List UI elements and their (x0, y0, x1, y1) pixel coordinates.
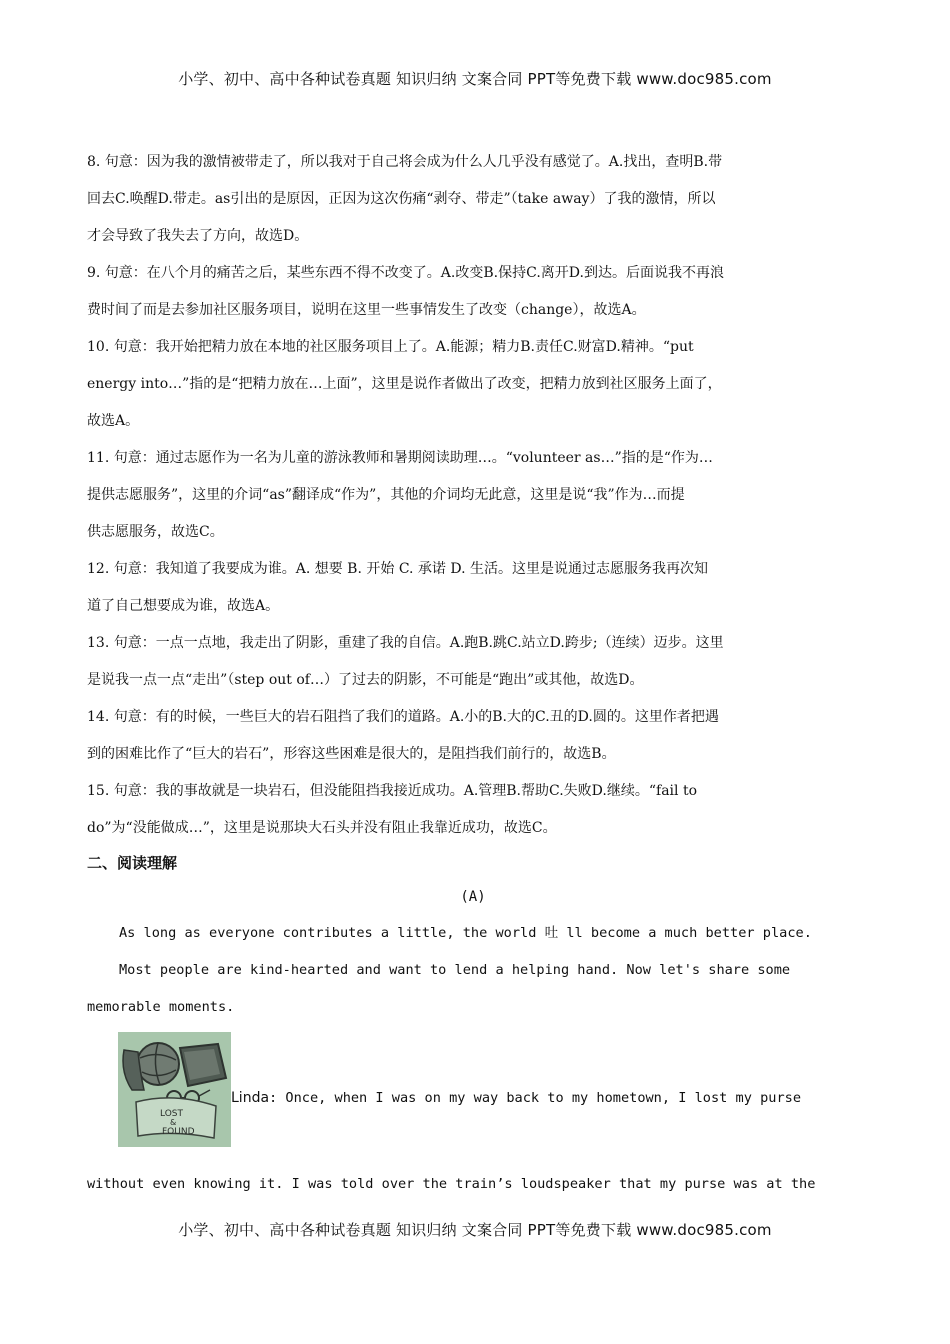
passage-intro-line: memorable moments. (87, 999, 235, 1015)
passage-label: (A) (460, 889, 486, 905)
text-line: 故选A。 (87, 413, 140, 429)
text-line: 才会导致了我失去了方向，故选D。 (87, 228, 309, 244)
text-line: 到的困难比作了“巨大的岩石”，形容这些困难是很大的，是阻挡我们前行的，故选B。 (87, 746, 616, 762)
explanation-9 (87, 255, 859, 329)
sign-text: LOST (160, 1109, 183, 1119)
lost-and-found-row (87, 1032, 859, 1152)
section-title: 二、阅读理解 (87, 854, 178, 872)
explanation-8 (87, 144, 859, 255)
text-line: 费时间了而是去参加社区服务项目，说明在这里一些事情发生了改变（change），故选A。 (87, 302, 646, 318)
sign-text: FOUND (162, 1127, 195, 1137)
text-line: 供志愿服务，故选C。 (87, 524, 224, 540)
text-line: 12. 句意：我知道了我要成为谁。A. 想要 B. 开始 C. 承诺 D. 生活。这里是说通过志愿服务我再次知 (87, 561, 709, 577)
text-line: 回去C.唤醒D.带走。as引出的是原因，正因为这次伤痛“剥夺、带走”（take away）了我的激情，所以 (87, 191, 716, 207)
page-header: 小学、初中、高中各种试卷真题 知识归纳 文案合同 PPT等免费下载 www.doc985.com (178, 70, 772, 88)
passage-intro-line: Most people are kind-hearted and want to lend a helping hand. Now let's share some (119, 962, 791, 978)
lost-and-found-illustration (118, 1032, 231, 1147)
explanation-list (87, 144, 859, 847)
text-line: 10. 句意：我开始把精力放在本地的社区服务项目上了。A.能源；精力B.责任C.财富D.精神。“put (87, 339, 694, 355)
text-line: 14. 句意：有的时候，一些巨大的岩石阻挡了我们的道路。A.小的B.大的C.丑的D.圆的。这里作者把遇 (87, 709, 719, 725)
explanation-10 (87, 329, 859, 440)
explanation-14 (87, 699, 859, 773)
text-line: do”为“没能做成…”，这里是说那块大石头并没有阻止我靠近成功，故选C。 (87, 820, 557, 836)
lost-and-found-image (118, 1032, 231, 1147)
text-line: 11. 句意：通过志愿作为一名为儿童的游泳教师和暑期阅读助理…。“volunteer as…”指的是“作为… (87, 450, 713, 466)
text-line: 提供志愿服务”，这里的介词“as”翻译成“作为”，其他的介词均无此意，这里是说“我”作为…而提 (87, 487, 685, 503)
text-line: 9. 句意：在八个月的痛苦之后，某些东西不得不改变了。A.改变B.保持C.离开D.到达。后面说我不再浪 (87, 265, 724, 281)
document-body (87, 144, 859, 1203)
sign-text: & (170, 1118, 177, 1127)
explanation-11 (87, 440, 859, 551)
text-line: 道了自己想要成为谁，故选A。 (87, 598, 280, 614)
speaker-name: Linda (231, 1090, 270, 1106)
speaker-line (231, 1080, 801, 1116)
text-line: energy into…”指的是“把精力放在…上面”，这里是说作者做出了改变，把精力放到社区服务上面了， (87, 376, 722, 392)
explanation-12 (87, 551, 859, 625)
explanation-15 (87, 773, 859, 847)
text-line: 是说我一点一点“走出”（step out of…）了过去的阴影，不可能是“跑出”或其他，故选D。 (87, 672, 644, 688)
passage-continuation: without even knowing it. I was told over the train’s loudspeaker that my purse was at the (87, 1176, 816, 1192)
page-footer: 小学、初中、高中各种试卷真题 知识归纳 文案合同 PPT等免费下载 www.doc985.com (178, 1221, 772, 1239)
text-line: 8. 句意：因为我的激情被带走了，所以我对于自己将会成为什么人几乎没有感觉了。A.找出，查明B.带 (87, 154, 723, 170)
text-line: 13. 句意：一点一点地，我走出了阴影，重建了我的自信。A.跑B.跳C.站立D.跨步;（连续）迈步。这里 (87, 635, 724, 651)
explanation-13 (87, 625, 859, 699)
passage-intro-line: As long as everyone contributes a little, the world 吐 ll become a much better place. (119, 925, 812, 941)
speaker-text: : Once, when I was on my way back to my hometown, I lost my purse (269, 1090, 801, 1106)
text-line: 15. 句意：我的事故就是一块岩石，但没能阻挡我接近成功。A.管理B.帮助C.失败D.继续。“fail to (87, 783, 697, 799)
